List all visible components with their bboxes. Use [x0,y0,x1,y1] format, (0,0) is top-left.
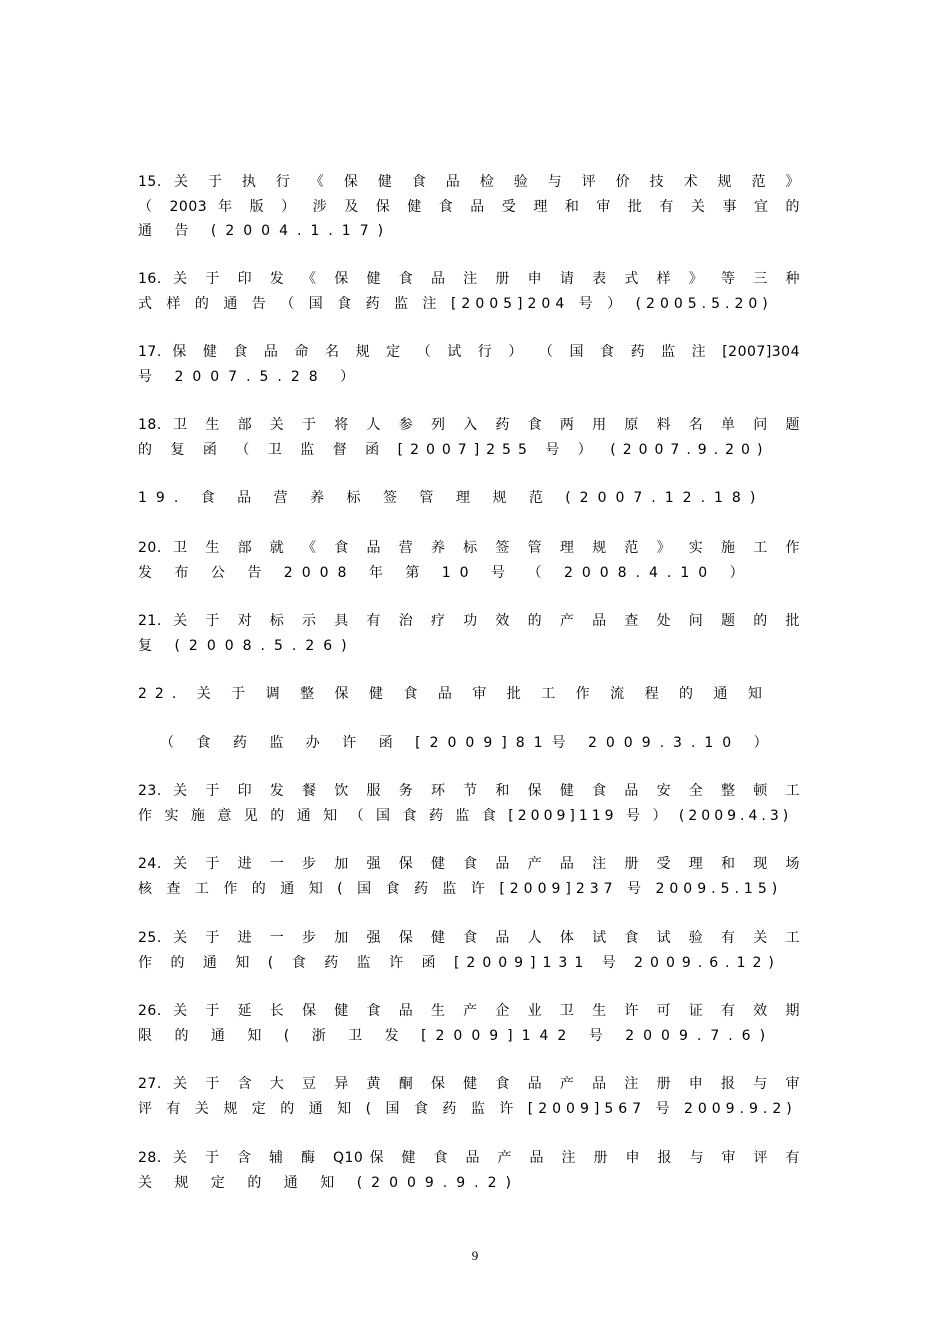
item-line: 27. 关 于 含 大 豆 异 黄 酮 保 健 食 品 产 品 注 册 申 报 与 审 [138,1076,800,1092]
item-line: （ 食 药 监 办 许 函 [2009]81号 2009.3.10 ） [160,735,777,751]
list-item [138,486,800,511]
list-item [138,536,800,585]
item-line: 24. 关 于 进 一 步 加 强 保 健 食 品 产 品 注 册 受 理 和 现 场 [138,856,800,872]
item-line: 18. 卫 生 部 关 于 将 人 参 列 入 药 食 两 用 原 料 名 单 问 题 [138,417,800,433]
item-line: 28. 关 于 含 辅 酶 Q10保 健 食 品 产 品 注 册 申 报 与 审 评 有 [138,1150,800,1166]
item-line: 式 样 的 通 告 （ 国 食 药 监 注 [2005]204 号 ） (2005.5.20) [138,295,773,312]
item-line: 关 规 定 的 通 知 (2009.9.2) [138,1174,520,1191]
item-line: 23. 关 于 印 发 餐 饮 服 务 环 节 和 保 健 食 品 安 全 整 顿 工 [138,783,800,799]
item-line: 19. 食 品 营 养 标 签 管 理 规 范 (2007.12.18) [138,490,765,506]
item-line: 通 告 (2004.1.17) [138,223,393,239]
list-item [138,682,800,707]
item-line: 评 有 关 规 定 的 通 知 ( 国 食 药 监 许 [2009]567 号 2009.9.2) [138,1100,797,1117]
item-line: 22. 关 于 调 整 保 健 食 品 审 批 工 作 流 程 的 通 知 [138,686,770,702]
list-item [138,926,800,975]
list-item [138,267,800,316]
item-line: 限 的 通 知 ( 浙 卫 发 [2009]142 号 2009.7.6) [138,1027,775,1044]
item-line: 发 布 公 告 2008 年 第 10 号 （ 2008.4.10 ） [138,564,753,581]
page-number: 9 [471,1248,479,1263]
list-item [138,413,800,462]
list-item [138,731,800,756]
item-line: （ 2003 年 版 ） 涉 及 保 健 食 品 受 理 和 审 批 有 关 事 宜 的 [138,198,800,215]
list-item [138,1072,800,1121]
item-line: 作 实 施 意 见 的 通 知 （ 国 食 药 监 食 [2009]119 号 ） (2009.4.3) [138,807,793,824]
list-item [138,340,800,389]
item-line: 复 (2008.5.26) [138,637,356,654]
item-line: 15. 关 于 执 行 《 保 健 食 品 检 验 与 评 价 技 术 规 范 》 [138,174,800,190]
list-item [138,609,800,658]
item-line: 25. 关 于 进 一 步 加 强 保 健 食 品 人 体 试 食 试 验 有 关 工 [138,930,800,946]
item-line: 26. 关 于 延 长 保 健 食 品 生 产 企 业 卫 生 许 可 证 有 效 期 [138,1003,800,1019]
list-item [138,999,800,1048]
item-line: 17. 保 健 食 品 命 名 规 定 （ 试 行 ） （ 国 食 药 监 注 [2007]304 [138,344,800,360]
item-line: 21. 关 于 对 标 示 具 有 治 疗 功 效 的 产 品 查 处 问 题 的 批 [138,613,800,629]
item-line: 的 复 函 （ 卫 监 督 函 [2007]255 号 ） (2007.9.20) [138,441,770,458]
item-line: 作 的 通 知 ( 食 药 监 许 函 [2009]131 号 2009.6.12) [138,954,781,971]
list-item [138,852,800,901]
list-item [138,170,800,244]
item-line: 16. 关 于 印 发 《 保 健 食 品 注 册 申 请 表 式 样 》 等 三 种 [138,271,800,287]
item-line: 20. 卫 生 部 就 《 食 品 营 养 标 签 管 理 规 范 》 实 施 工 作 [138,540,800,556]
item-line: 核 查 工 作 的 通 知 ( 国 食 药 监 许 [2009]237 号 2009.5.15) [138,880,783,897]
list-item [138,1146,800,1195]
list-item [138,779,800,828]
item-line: 号 2007.5.28 ） [138,368,364,385]
